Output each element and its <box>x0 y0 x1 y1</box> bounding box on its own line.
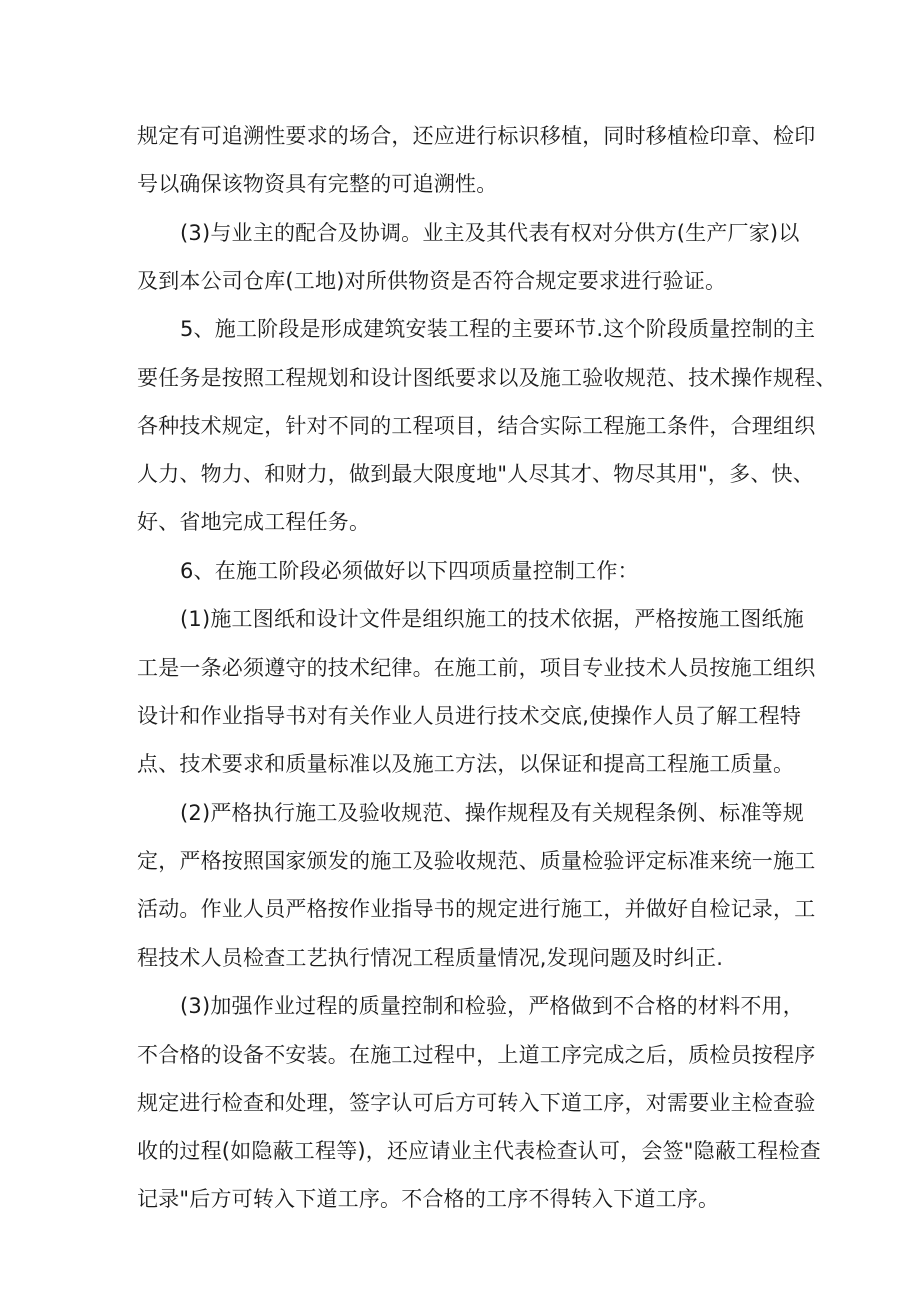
text-line: 规定有可追溯性要求的场合，还应进行标识移植，同时移植检印章、检印 <box>137 124 816 148</box>
text-line: 不合格的设备不安装。在施工过程中，上道工序完成之后，质检员按程序 <box>137 1043 816 1067</box>
text-line: 点、技术要求和质量标准以及施工方法，以保证和提高工程施工质量。 <box>137 752 795 776</box>
text-line: 设计和作业指导书对有关作业人员进行技术交底,使操作人员了解工程特 <box>137 704 802 728</box>
text-line: 好、省地完成工程任务。 <box>137 510 371 534</box>
text-line: 程技术人员检查工艺执行情况工程质量情况,发现问题及时纠正. <box>137 946 724 970</box>
text-line: (3)加强作业过程的质量控制和检验，严格做到不合格的材料不用， <box>180 994 804 1018</box>
text-line: (3)与业主的配合及协调。业主及其代表有权对分供方(生产厂家)以 <box>180 221 800 245</box>
text-line: 号以确保该物资具有完整的可追溯性。 <box>137 172 498 196</box>
text-line: 要任务是按照工程规划和设计图纸要求以及施工验收规范、技术操作规程、 <box>137 366 837 390</box>
text-line: 5、施工阶段是形成建筑安装工程的主要环节.这个阶段质量控制的主 <box>180 317 816 341</box>
text-line: 活动。作业人员严格按作业指导书的规定进行施工，并做好自检记录，工 <box>137 897 816 921</box>
text-line: 人力、物力、和财力，做到最大限度地"人尽其才、物尽其用"，多、快、 <box>137 462 814 486</box>
text-line: 6、在施工阶段必须做好以下四项质量控制工作： <box>180 559 639 583</box>
text-line: (1)施工图纸和设计文件是组织施工的技术依据，严格按施工图纸施 <box>180 607 804 631</box>
text-line: 工是一条必须遵守的技术纪律。在施工前，项目专业技术人员按施工组织 <box>137 656 816 680</box>
text-line: 各种技术规定，针对不同的工程项目，结合实际工程施工条件，合理组织 <box>137 414 816 438</box>
text-line: 记录"后方可转入下道工序。不合格的工序不得转入下道工序。 <box>137 1187 720 1211</box>
text-line: 收的过程(如隐蔽工程等)，还应请业主代表检查认可，会签"隐蔽工程检查 <box>137 1139 821 1163</box>
text-line: 定，严格按照国家颁发的施工及验收规范、质量检验评定标准来统一施工 <box>137 849 816 873</box>
text-line: (2)严格执行施工及验收规范、操作规程及有关规程条例、标准等规 <box>180 801 804 825</box>
text-line: 规定进行检查和处理，签字认可后方可转入下道工序，对需要业主检查验 <box>137 1091 816 1115</box>
text-line: 及到本公司仓库(工地)对所供物资是否符合规定要求进行验证。 <box>137 269 727 293</box>
